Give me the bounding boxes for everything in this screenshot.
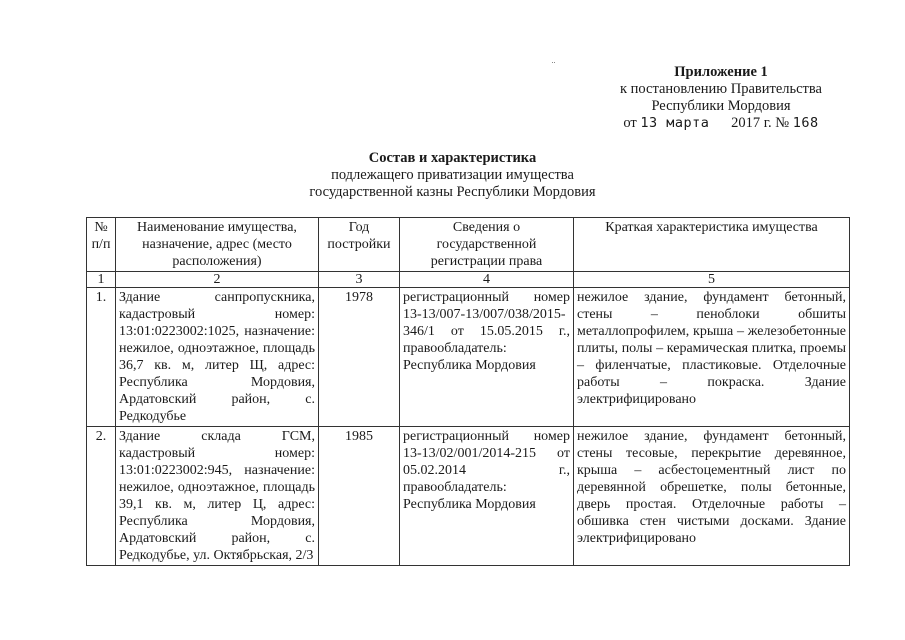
registration-info: регистрационный номер 13-13/007-13/007/038/2015-346/1 от 15.05.2015 г., правообладатель: Республика Мордовия — [400, 288, 574, 427]
scan-speck — [552, 50, 556, 53]
date-day-month: 13 марта — [640, 115, 710, 131]
registration-info: регистрационный номер 13-13/02/001/2014-215 от 05.02.2014 г., правообладатель: Республика Мордовия — [400, 427, 574, 566]
date-year: 2017 г. № — [731, 115, 790, 131]
appendix-line-1: к постановлению Правительства — [620, 81, 822, 97]
table-header-row — [87, 218, 850, 272]
header-registration: Сведения о государственной регистрации права — [400, 218, 574, 272]
property-description: нежилое здание, фундамент бетонный, стены тесовые, перекрытие деревянное, крыша – асбестоцементный лист по деревянной обрешетке, полы бетонные, дверь простая. Отделочные работы – обшивка стен чистыми досками. Здание электрифицировано — [574, 427, 850, 566]
property-table — [86, 217, 850, 566]
build-year: 1978 — [319, 288, 400, 427]
column-number: 3 — [319, 272, 400, 288]
property-name: Здание склада ГСМ, кадастровый номер: 13:01:0223002:945, назначение: нежилое, одноэтажное, площадь 39,1 кв. м, литер Ц, адрес: Республика Мордовия, Ардатовский район, с. Редкодубье, ул. Октябрьская, 2/3 — [116, 427, 319, 566]
build-year: 1985 — [319, 427, 400, 566]
table-row — [87, 288, 850, 427]
appendix-date-line — [601, 115, 841, 132]
column-number: 5 — [574, 272, 850, 288]
document-title-block — [0, 150, 905, 201]
column-number: 2 — [116, 272, 319, 288]
row-number: 2. — [87, 427, 116, 566]
row-number: 1. — [87, 288, 116, 427]
header-year: Год постройки — [319, 218, 400, 272]
header-num: № п/п — [87, 218, 116, 272]
column-number: 4 — [400, 272, 574, 288]
property-name: Здание санпропускника, кадастровый номер: 13:01:0223002:1025, назначение: нежилое, одноэтажное, площадь 36,7 кв. м, литер Щ, адрес: Республика Мордовия, Ардатовский район, с. Редкодубье — [116, 288, 319, 427]
column-number: 1 — [87, 272, 116, 288]
appendix-title: Приложение 1 — [674, 64, 768, 80]
document-title: Состав и характеристика — [368, 150, 537, 166]
appendix-line-2: Республики Мордовия — [651, 98, 791, 114]
header-description: Краткая характеристика имущества — [574, 218, 850, 272]
decree-number: 168 — [792, 115, 819, 131]
document-subtitle-2: государственной казны Республики Мордовия — [309, 184, 596, 200]
appendix-block — [601, 64, 841, 132]
table-row — [87, 427, 850, 566]
column-number-row — [87, 272, 850, 288]
property-description: нежилое здание, фундамент бетонный, стены – пеноблоки обшиты металлопрофилем, крыша – железобетонные плиты, полы – керамическая плитка, проемы – филенчатые, пластиковые. Отделочные работы – покраска. Здание электрифицировано — [574, 288, 850, 427]
document-subtitle-1: подлежащего приватизации имущества — [331, 167, 574, 183]
header-name: Наименование имущества, назначение, адрес (место расположения) — [116, 218, 319, 272]
date-prefix: от — [623, 115, 637, 131]
